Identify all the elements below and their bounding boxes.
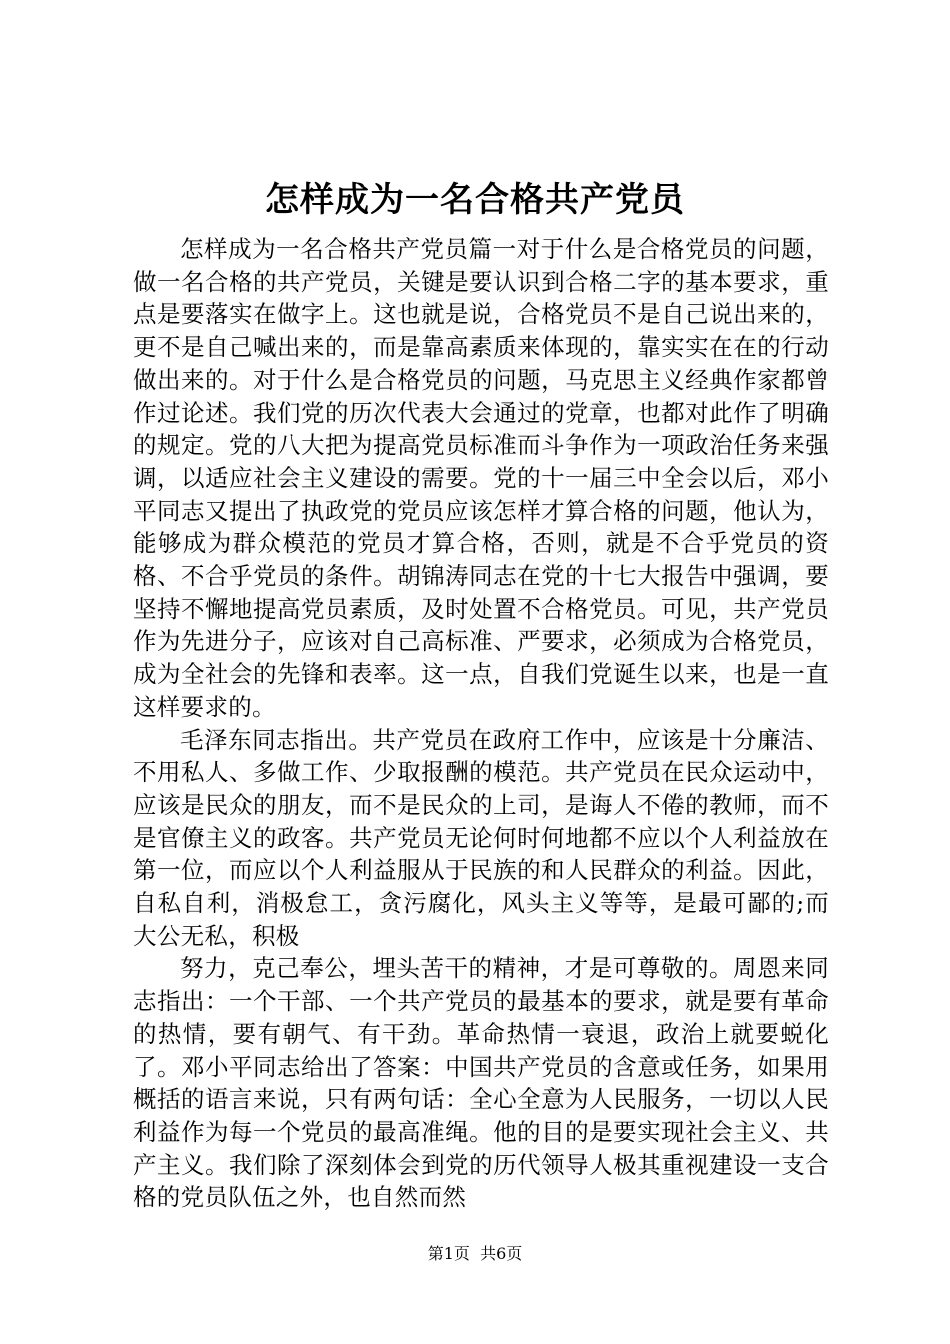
document-body — [133, 233, 829, 1214]
page-footer-page-number: 第1页 共6页 — [427, 1244, 523, 1263]
body-paragraph: 毛泽东同志指出。共产党员在政府工作中，应该是十分廉洁、不用私人、多做工作、少取报酬的模范。共产党员在民众运动中，应该是民众的朋友，而不是民众的上司，是诲人不倦的教师，而不是官僚主义的政客。共产党员无论何时何地都不应以个人利益放在第一位，而应以个人利益服从于民族的和人民群众的利益。因此，自私自利，消极怠工，贪污腐化，风头主义等等，是最可鄙的;而大公无私，积极 — [133, 725, 829, 950]
document-title: 怎样成为一名合格共产党员 — [265, 180, 685, 220]
body-paragraph: 怎样成为一名合格共产党员篇一对于什么是合格党员的问题，做一名合格的共产党员，关键是要认识到合格二字的基本要求，重点是要落实在做字上。这也就是说，合格党员不是自己说出来的，更不是自己喊出来的，而是靠高素质来体现的，靠实实在在的行动做出来的。对于什么是合格党员的问题，马克思主义经典作家都曾作过论述。我们党的历次代表大会通过的党章，也都对此作了明确的规定。党的八大把为提高党员标准而斗争作为一项政治任务来强调，以适应社会主义建设的需要。党的十一届三中全会以后，邓小平同志又提出了执政党的党员应该怎样才算合格的问题，他认为，能够成为群众模范的党员才算合格，否则，就是不合乎党员的资格、不合乎党员的条件。胡锦涛同志在党的十七大报告中强调，要坚持不懈地提高党员素质，及时处置不合格党员。可见，共产党员作为先进分子，应该对自己高标准、严要求，必须成为合格党员，成为全社会的先锋和表率。这一点，自我们党诞生以来，也是一直这样要求的。 — [133, 235, 829, 721]
body-paragraph: 努力，克己奉公，埋头苦干的精神，才是可尊敬的。周恩来同志指出：一个干部、一个共产党员的最基本的要求，就是要有革命的热情，要有朝气、有干劲。革命热情一衰退，政治上就要蜕化了。邓小平同志给出了答案：中国共产党员的含意或任务，如果用概括的语言来说，只有两句话：全心全意为人民服务，一切以人民利益作为每一个党员的最高准绳。他的目的是要实现社会主义、共产主义。我们除了深刻体会到党的历代领导人极其重视建设一支合格的党员队伍之外，也自然而然 — [133, 954, 829, 1212]
